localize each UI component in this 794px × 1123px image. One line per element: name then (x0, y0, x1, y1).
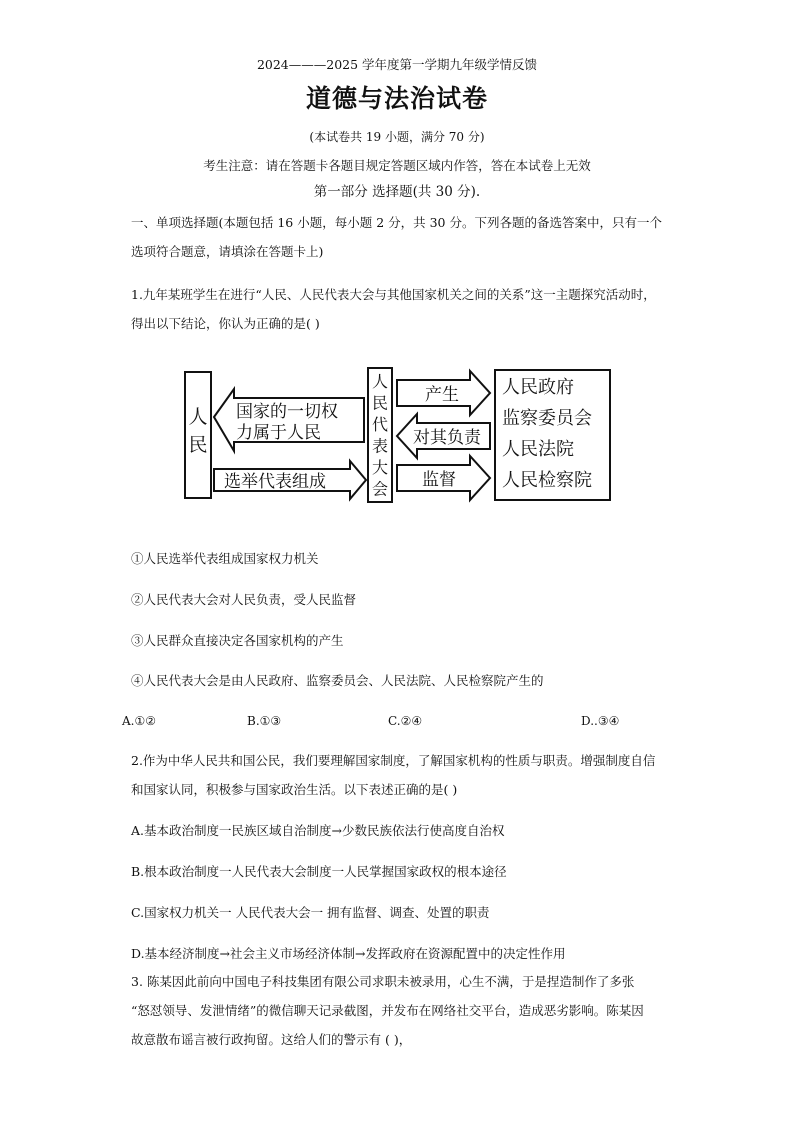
responsible-text: 对其负责 (413, 428, 481, 447)
npc-char: 大 (371, 460, 389, 477)
q2-stem: 2.作为中华人民共和国公民，我们要理解国家制度，了解国家机构的性质与职责。增强制度自信 (131, 753, 656, 768)
exam-meta: (本试卷共 19 小题，满分 70 分) (309, 130, 485, 144)
organ-item: 人民法院 (502, 439, 574, 459)
people-label-1: 人 (188, 407, 208, 428)
q1-statement-4: ④人民代表大会是由人民政府、监察委员会、人民法院、人民检察院产生的 (131, 673, 544, 688)
q1-statement-1: ①人民选举代表组成国家权力机关 (131, 551, 319, 566)
q1-statement-3: ③人民群众直接决定各国家机构的产生 (131, 633, 344, 648)
q1-stem-cont: 得出以下结论，你认为正确的是( ) (131, 316, 320, 331)
q2-option-c[interactable]: C.国家权力机关一 人民代表大会一 拥有监督、调查、处置的职责 (131, 905, 490, 920)
produce-text: 产生 (425, 385, 459, 404)
q3-stem-cont-2: 故意散布谣言被行政拘留。这给人们的警示有 ( )， (131, 1032, 412, 1047)
supervise-text: 监督 (422, 470, 456, 489)
exam-notice: 考生注意：请在答题卡各题目规定答题区域内作答，答在本试卷上无效 (203, 158, 591, 173)
q2-option-d[interactable]: D.基本经济制度→社会主义市场经济体制→发挥政府在资源配置中的决定性作用 (131, 946, 566, 961)
q3-stem: 3. 陈某因此前向中国电子科技集团有限公司求职未被录用，心生不满，于是捏造制作了多张 (131, 974, 635, 989)
q2-option-b[interactable]: B.根本政治制度一人民代表大会制度一人民掌握国家政权的根本途径 (131, 864, 507, 879)
q1-option-c[interactable]: C.②④ (388, 714, 423, 728)
elect-text: 选举代表组成 (224, 472, 326, 491)
npc-char: 人 (371, 374, 389, 391)
npc-char: 代 (371, 417, 389, 434)
organ-item: 人民政府 (502, 377, 574, 397)
q1-option-d[interactable]: D..③④ (581, 714, 620, 728)
q2-stem-cont: 和国家认同，积极参与国家政治生活。以下表述正确的是( ) (131, 782, 458, 797)
q1-statement-2: ②人民代表大会对人民负责，受人民监督 (131, 592, 357, 607)
q1-diagram (184, 365, 614, 505)
q1-option-a[interactable]: A.①② (122, 714, 156, 728)
power-text-1: 国家的一切权 (236, 402, 338, 421)
people-label-2: 民 (188, 435, 208, 456)
part-heading: 第一部分 选择题(共 30 分). (313, 184, 481, 200)
exam-header: 2024———2025 学年度第一学期九年级学情反馈 (256, 57, 538, 72)
q1-stem: 1.九年某班学生在进行“人民、人民代表大会与其他国家机关之间的关系”这一主题探究活动时， (131, 287, 656, 302)
q3-stem-cont-1: “怒怼领导、发泄情绪”的微信聊天记录截图，并发布在网络社交平台，造成恶劣影响。陈某因 (131, 1003, 644, 1018)
section-instruction: 一、单项选择题(本题包括 16 小题，每小题 2 分，共 30 分。下列各题的备选答案中，只有一个 (131, 215, 662, 230)
organ-item: 监察委员会 (502, 408, 592, 428)
organ-item: 人民检察院 (502, 470, 592, 490)
power-text-2: 力属于人民 (236, 423, 321, 442)
section-instruction-cont: 选项符合题意，请填涂在答题卡上) (131, 244, 324, 259)
npc-char: 表 (371, 438, 389, 456)
q1-option-b[interactable]: B.①③ (247, 714, 282, 728)
npc-char: 民 (371, 395, 389, 413)
npc-char: 会 (371, 481, 389, 499)
q2-option-a[interactable]: A.基本政治制度一民族区域自治制度→少数民族依法行使高度自治权 (131, 823, 505, 838)
page-title: 道德与法治试卷 (305, 84, 488, 113)
